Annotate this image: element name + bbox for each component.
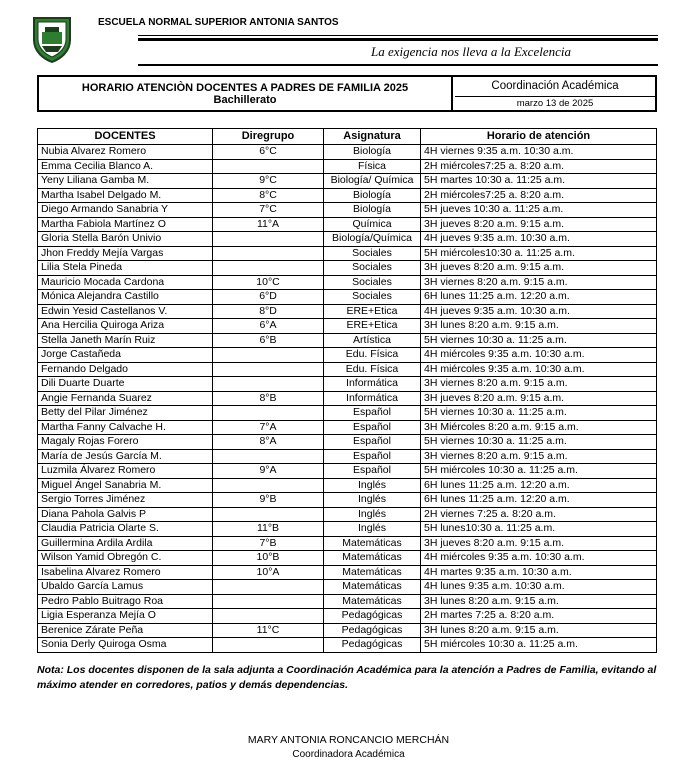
cell-horario: 5H jueves 10:30 a. 11:25 a.m. (421, 203, 657, 218)
table-row (38, 159, 657, 174)
cell-diregrupo (213, 406, 324, 421)
cell-asignatura: Español (324, 464, 421, 479)
cell-diregrupo: 11°B (213, 522, 324, 537)
cell-diregrupo (213, 348, 324, 363)
cell-diregrupo: 10°C (213, 275, 324, 290)
table-row (38, 319, 657, 334)
cell-horario: 5H viernes 10:30 a. 11:25 a.m. (421, 333, 657, 348)
table-row (38, 348, 657, 363)
cell-diregrupo (213, 246, 324, 261)
cell-diregrupo (213, 377, 324, 392)
cell-diregrupo: 9°A (213, 464, 324, 479)
cell-diregrupo: 8°C (213, 188, 324, 203)
cell-asignatura: Física (324, 159, 421, 174)
cell-diregrupo: 10°A (213, 565, 324, 580)
cell-asignatura: Inglés (324, 507, 421, 522)
cell-horario: 4H miércoles 9:35 a.m. 10:30 a.m. (421, 362, 657, 377)
cell-horario: 5H viernes 10:30 a. 11:25 a.m. (421, 435, 657, 450)
cell-asignatura: Biología (324, 203, 421, 218)
cell-diregrupo (213, 609, 324, 624)
table-row (38, 638, 657, 653)
cell-asignatura: Sociales (324, 275, 421, 290)
cell-diregrupo: 9°C (213, 174, 324, 189)
cell-docente: Lilia Stela Pineda (38, 261, 213, 276)
cell-asignatura: Pedagógicas (324, 638, 421, 653)
cell-diregrupo: 7°C (213, 203, 324, 218)
cell-asignatura: Pedagógicas (324, 623, 421, 638)
cell-asignatura: Español (324, 420, 421, 435)
cell-diregrupo: 6°C (213, 145, 324, 160)
cell-asignatura: Biología/ Química (324, 174, 421, 189)
cell-asignatura: Química (324, 217, 421, 232)
cell-diregrupo: 6°A (213, 319, 324, 334)
table-row (38, 188, 657, 203)
table-row (38, 623, 657, 638)
title-box (37, 75, 657, 112)
cell-asignatura: Biología/Química (324, 232, 421, 247)
cell-docente: Miguel Ángel Sanabria M. (38, 478, 213, 493)
cell-horario: 3H viernes 8:20 a.m. 9:15 a.m. (421, 449, 657, 464)
cell-diregrupo: 9°B (213, 493, 324, 508)
cell-docente: Fernando Delgado (38, 362, 213, 377)
school-name: ESCUELA NORMAL SUPERIOR ANTONIA SANTOS (98, 17, 339, 28)
cell-docente: Stella Janeth Marín Ruiz (38, 333, 213, 348)
cell-docente: Mónica Alejandra Castillo (38, 290, 213, 305)
cell-diregrupo: 11°C (213, 623, 324, 638)
cell-horario: 3H viernes 8:20 a.m. 9:15 a.m. (421, 377, 657, 392)
cell-asignatura: Matemáticas (324, 580, 421, 595)
table-row (38, 536, 657, 551)
table-row (38, 580, 657, 595)
cell-diregrupo: 11°A (213, 217, 324, 232)
cell-docente: Isabelina Alvarez Romero (38, 565, 213, 580)
cell-docente: Emma Cecilia Blanco A. (38, 159, 213, 174)
cell-diregrupo (213, 261, 324, 276)
column-header-diregrupo: Diregrupo (213, 129, 324, 145)
table-row (38, 507, 657, 522)
cell-docente: Ubaldo García Lamus (38, 580, 213, 595)
cell-asignatura: Español (324, 449, 421, 464)
cell-horario: 2H miércoles7:25 a. 8:20 a.m. (421, 159, 657, 174)
table-row (38, 522, 657, 537)
table-row (38, 565, 657, 580)
cell-diregrupo: 6°B (213, 333, 324, 348)
cell-horario: 3H jueves 8:20 a.m. 9:15 a.m. (421, 536, 657, 551)
table-row (38, 203, 657, 218)
table-row (38, 333, 657, 348)
table-body (38, 145, 657, 653)
table-header-row (38, 129, 657, 145)
cell-horario: 6H lunes 11:25 a.m. 12:20 a.m. (421, 493, 657, 508)
cell-asignatura: Pedagógicas (324, 609, 421, 624)
document-date: marzo 13 de 2025 (516, 98, 594, 109)
cell-docente: Berenice Zárate Peña (38, 623, 213, 638)
cell-docente: Sonia Derly Quiroga Osma (38, 638, 213, 653)
cell-asignatura: Informática (324, 391, 421, 406)
cell-diregrupo (213, 580, 324, 595)
cell-horario: 3H lunes 8:20 a.m. 9:15 a.m. (421, 319, 657, 334)
cell-asignatura: Biología (324, 145, 421, 160)
cell-horario: 4H lunes 9:35 a.m. 10:30 a.m. (421, 580, 657, 595)
table-row (38, 551, 657, 566)
cell-diregrupo (213, 449, 324, 464)
cell-asignatura: Inglés (324, 493, 421, 508)
cell-diregrupo: 10°B (213, 551, 324, 566)
cell-horario: 3H Miércoles 8:20 a.m. 9:15 a.m. (421, 420, 657, 435)
cell-asignatura: Biología (324, 188, 421, 203)
cell-asignatura: Matemáticas (324, 594, 421, 609)
cell-asignatura: Matemáticas (324, 536, 421, 551)
note-text: Nota: Los docentes disponen de la sala adjunta a Coordinación Académica para la atención a Padres de Familia, evitando al máximo atender en corredores, patios y demás dependencias. (37, 664, 657, 691)
table-row (38, 391, 657, 406)
table-row (38, 174, 657, 189)
cell-diregrupo (213, 594, 324, 609)
department-label: Coordinación Académica (455, 77, 655, 97)
table-row (38, 232, 657, 247)
table-row (38, 406, 657, 421)
cell-horario: 4H miércoles 9:35 a.m. 10:30 a.m. (421, 348, 657, 363)
cell-horario: 4H jueves 9:35 a.m. 10:30 a.m. (421, 304, 657, 319)
cell-diregrupo: 6°D (213, 290, 324, 305)
cell-docente: Ana Hercilia Quiroga Ariza (38, 319, 213, 334)
cell-asignatura: Sociales (324, 290, 421, 305)
cell-diregrupo (213, 159, 324, 174)
cell-horario: 5H miércoles 10:30 a. 11:25 a.m. (421, 464, 657, 479)
cell-asignatura: Inglés (324, 478, 421, 493)
cell-horario: 5H miércoles 10:30 a. 11:25 a.m. (421, 638, 657, 653)
table-row (38, 449, 657, 464)
cell-horario: 3H viernes 8:20 a.m. 9:15 a.m. (421, 275, 657, 290)
cell-asignatura: Informática (324, 377, 421, 392)
cell-diregrupo: 8°A (213, 435, 324, 450)
cell-asignatura: Edu. Física (324, 362, 421, 377)
cell-diregrupo (213, 362, 324, 377)
table-row (38, 246, 657, 261)
column-header-asignatura: Asignatura (324, 129, 421, 145)
cell-docente: Martha Fanny Calvache H. (38, 420, 213, 435)
cell-asignatura: Artística (324, 333, 421, 348)
cell-asignatura: Español (324, 406, 421, 421)
cell-docente: Pedro Pablo Buitrago Roa (38, 594, 213, 609)
cell-horario: 4H viernes 9:35 a.m. 10:30 a.m. (421, 145, 657, 160)
title-cell (39, 77, 453, 110)
cell-horario: 6H lunes 11:25 a.m. 12:20 a.m. (421, 290, 657, 305)
cell-horario: 3H jueves 8:20 a.m. 9:15 a.m. (421, 391, 657, 406)
column-header-docentes: DOCENTES (38, 129, 213, 145)
cell-horario: 4H jueves 9:35 a.m. 10:30 a.m. (421, 232, 657, 247)
cell-diregrupo: 7°B (213, 536, 324, 551)
table-row (38, 478, 657, 493)
school-crest-logo (30, 14, 74, 64)
cell-docente: Claudia Patricia Olarte S. (38, 522, 213, 537)
table-row (38, 420, 657, 435)
cell-docente: Mauricio Mocada Cardona (38, 275, 213, 290)
cell-horario: 4H martes 9:35 a.m. 10:30 a.m. (421, 565, 657, 580)
cell-docente: Diego Armando Sanabria Y (38, 203, 213, 218)
cell-asignatura: Sociales (324, 246, 421, 261)
header-rule-thin (138, 35, 658, 36)
cell-docente: Dili Duarte Duarte (38, 377, 213, 392)
cell-horario: 5H lunes10:30 a. 11:25 a.m. (421, 522, 657, 537)
table-row (38, 261, 657, 276)
cell-docente: Betty del Pilar Jiménez (38, 406, 213, 421)
cell-docente: Nubia Alvarez Romero (38, 145, 213, 160)
cell-asignatura: ERE+Etica (324, 319, 421, 334)
table-row (38, 377, 657, 392)
cell-docente: Angie Fernanda Suarez (38, 391, 213, 406)
table-row (38, 145, 657, 160)
table-row (38, 594, 657, 609)
header-rule-thick (138, 38, 658, 41)
cell-docente: Yeny Liliana Gamba M. (38, 174, 213, 189)
cell-diregrupo (213, 507, 324, 522)
cell-docente: Magaly Rojas Forero (38, 435, 213, 450)
school-motto: La exigencia nos lleva a la Excelencia (371, 44, 571, 59)
cell-docente: Ligia Esperanza Mejía O (38, 609, 213, 624)
cell-horario: 2H martes 7:25 a. 8:20 a.m. (421, 609, 657, 624)
cell-horario: 2H miércoles7:25 a. 8:20 a.m. (421, 188, 657, 203)
cell-horario: 5H viernes 10:30 a. 11:25 a.m. (421, 406, 657, 421)
signature-name: MARY ANTONIA RONCANCIO MERCHÁN (247, 734, 450, 746)
table-row (38, 362, 657, 377)
cell-docente: Luzmila Álvarez Romero (38, 464, 213, 479)
cell-docente: Jhon Freddy Mejía Vargas (38, 246, 213, 261)
cell-docente: Guillermina Ardila Ardila (38, 536, 213, 551)
cell-diregrupo: 8°B (213, 391, 324, 406)
schedule-subtitle: Bachillerato (213, 94, 277, 106)
column-header-horario: Horario de atención (421, 129, 657, 145)
table-row (38, 304, 657, 319)
cell-docente: Diana Pahola Galvis P (38, 507, 213, 522)
cell-docente: Wilson Yamid Obregón C. (38, 551, 213, 566)
schedule-table (37, 128, 657, 653)
cell-asignatura: Español (324, 435, 421, 450)
cell-docente: Martha Fabiola Martínez O (38, 217, 213, 232)
cell-docente: Gloria Stella Barón Univio (38, 232, 213, 247)
cell-horario: 5H martes 10:30 a. 11:25 a.m. (421, 174, 657, 189)
cell-asignatura: Edu. Física (324, 348, 421, 363)
cell-horario: 6H lunes 11:25 a.m. 12:20 a.m. (421, 478, 657, 493)
cell-diregrupo (213, 638, 324, 653)
cell-horario: 3H jueves 8:20 a.m. 9:15 a.m. (421, 261, 657, 276)
table-row (38, 493, 657, 508)
cell-asignatura: Sociales (324, 261, 421, 276)
cell-asignatura: Inglés (324, 522, 421, 537)
cell-asignatura: ERE+Etica (324, 304, 421, 319)
cell-asignatura: Matemáticas (324, 565, 421, 580)
cell-docente: Edwin Yesid Castellanos V. (38, 304, 213, 319)
table-row (38, 217, 657, 232)
table-row (38, 290, 657, 305)
cell-diregrupo: 8°D (213, 304, 324, 319)
cell-horario: 4H miércoles 9:35 a.m. 10:30 a.m. (421, 551, 657, 566)
cell-diregrupo (213, 232, 324, 247)
table-row (38, 609, 657, 624)
schedule-title: HORARIO ATENCIÒN DOCENTES A PADRES DE FAMILIA 2025 (81, 82, 409, 94)
signature-role: Coordinadora Académica (292, 749, 405, 760)
cell-horario: 5H miércoles10:30 a. 11:25 a.m. (421, 246, 657, 261)
header-rule-bottom (138, 64, 658, 66)
cell-horario: 3H jueves 8:20 a.m. 9:15 a.m. (421, 217, 657, 232)
table-row (38, 275, 657, 290)
cell-docente: Martha Isabel Delgado M. (38, 188, 213, 203)
cell-horario: 3H lunes 8:20 a.m. 9:15 a.m. (421, 594, 657, 609)
cell-diregrupo (213, 478, 324, 493)
cell-diregrupo: 7°A (213, 420, 324, 435)
cell-docente: María de Jesús García M. (38, 449, 213, 464)
cell-docente: Jorge Castañeda (38, 348, 213, 363)
cell-horario: 3H lunes 8:20 a.m. 9:15 a.m. (421, 623, 657, 638)
cell-asignatura: Matemáticas (324, 551, 421, 566)
table-row (38, 435, 657, 450)
table-row (38, 464, 657, 479)
cell-docente: Sergio Torres Jiménez (38, 493, 213, 508)
cell-horario: 2H viernes 7:25 a. 8:20 a.m. (421, 507, 657, 522)
